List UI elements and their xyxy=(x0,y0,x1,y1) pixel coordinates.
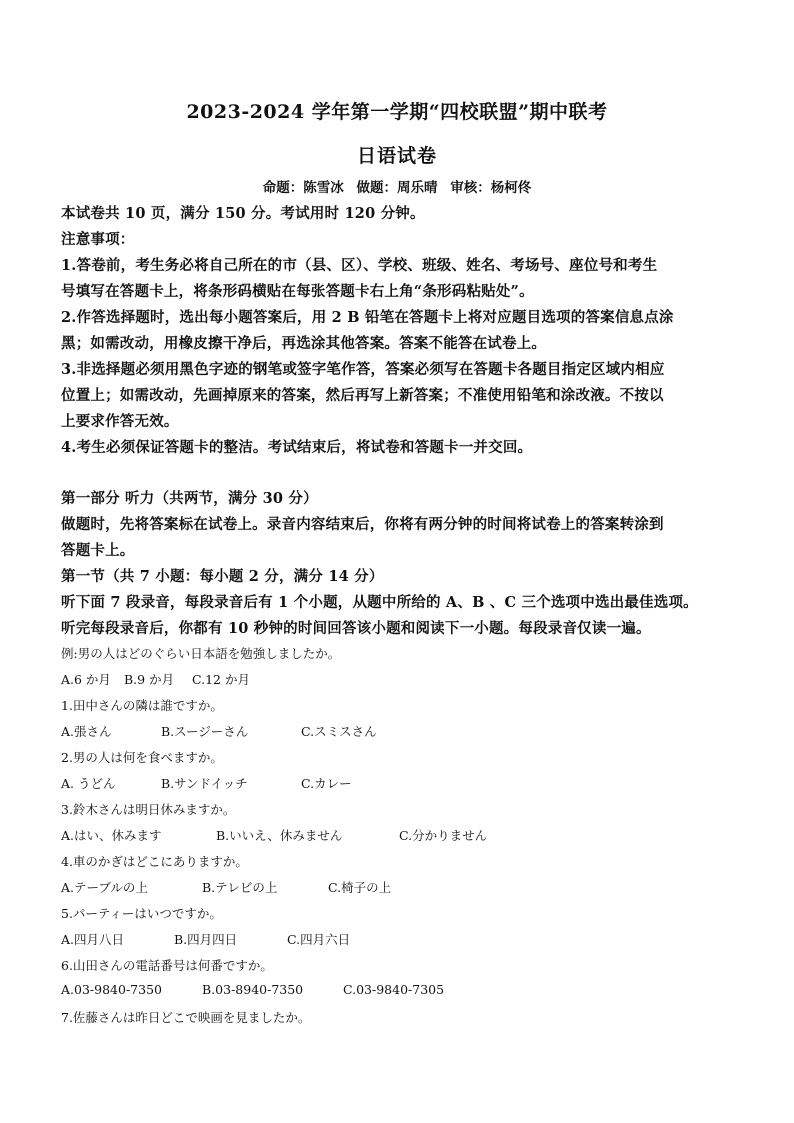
notice-line: 3.非选择题必须用黑色字迹的钢笔或签字笔作答，答案必须写在答题卡各题目指定区域内相应 xyxy=(61,361,665,378)
option-c: C.03-9840-7305 xyxy=(343,982,445,997)
notice-heading: 注意事项： xyxy=(61,231,135,248)
part1-heading: 第一部分 听力（共两节，满分 30 分） xyxy=(61,490,318,507)
section1-instruction: 听下面 7 段录音，每段录音后有 1 个小题，从题中所给的 A、B 、C 三个选项中选出最佳选项。 xyxy=(61,594,698,611)
exam-summary: 本试卷共 10 页，满分 150 分。考试用时 120 分钟。 xyxy=(61,205,425,222)
notice-line: 号填写在答题卡上，将条形码横贴在每张答题卡右上角“条形码粘贴处”。 xyxy=(61,283,534,300)
option-b: B.スージーさん xyxy=(161,724,249,739)
notice-line: 2.作答选择题时，选出每小题答案后，用 2 B 铅笔在答题卡上将对应题目选项的答案信息点涂 xyxy=(61,309,674,326)
option-a: A.張さん xyxy=(61,724,112,739)
question-1: 1.田中さんの隣は誰ですか。 xyxy=(61,698,223,713)
section1-instruction: 听完每段录音后，你都有 10 秒钟的时间回答该小题和阅读下一小题。每段录音仅读一遍。 xyxy=(61,620,651,637)
option-b: B.9 か月 xyxy=(124,672,175,687)
question-4: 4.車のかぎはどこにありますか。 xyxy=(61,854,248,869)
option-b: B.テレビの上 xyxy=(202,880,278,895)
question-2: 2.男の人は何を食べますか。 xyxy=(61,750,223,765)
notice-line: 黑；如需改动，用橡皮擦干净后，再选涂其他答案。答案不能答在试卷上。 xyxy=(61,335,547,352)
option-b: B.いいえ、休みません xyxy=(216,828,343,843)
question-3: 3.鈴木さんは明日休みますか。 xyxy=(61,802,236,817)
option-c: C.分かりません xyxy=(399,828,488,843)
notice-line: 1.答卷前，考生务必将自己所在的市（县、区）、学校、班级、姓名、考场号、座位号和考生 xyxy=(61,257,658,274)
option-c: C.椅子の上 xyxy=(328,880,392,895)
option-c: C.カレー xyxy=(301,776,352,791)
question-5: 5.パーティーはいつですか。 xyxy=(61,906,222,921)
notice-line: 位置上；如需改动，先画掉原来的答案，然后再写上新答案；不准使用铅笔和涂改液。不按以 xyxy=(61,387,664,404)
option-a: A.テーブルの上 xyxy=(61,880,148,895)
part1-instruction: 答题卡上。 xyxy=(61,542,135,559)
option-b: B.03-8940-7350 xyxy=(202,982,304,997)
option-c: C.12 か月 xyxy=(192,672,250,687)
section1-heading: 第一节（共 7 小题：每小题 2 分，满分 14 分） xyxy=(61,568,384,585)
exam-title: 2023-2024 学年第一学期“四校联盟”期中联考 xyxy=(186,101,608,123)
option-a: A.四月八日 xyxy=(61,932,125,947)
option-b: B.サンドイッチ xyxy=(161,776,248,791)
option-c: C.スミスさん xyxy=(301,724,377,739)
option-a: A.03-9840-7350 xyxy=(61,982,162,997)
authors-line: 命题：陈雪冰 做题：周乐晴 审核：杨柯佟 xyxy=(262,180,532,196)
part1-instruction: 做题时，先将答案标在试卷上。录音内容结束后，你将有两分钟的时间将试卷上的答案转涂到 xyxy=(61,516,664,533)
option-a: A.6 か月 xyxy=(61,672,111,687)
option-c: C.四月六日 xyxy=(287,932,351,947)
question-example: 例:男の人はどのぐらい日本語を勉強しましたか。 xyxy=(61,646,341,661)
question-6: 6.山田さんの電話番号は何番ですか。 xyxy=(61,958,273,973)
exam-subtitle: 日语试卷 xyxy=(356,145,437,167)
option-b: B.四月四日 xyxy=(174,932,238,947)
notice-line: 上要求作答无效。 xyxy=(61,413,179,430)
option-a: A. うどん xyxy=(61,776,116,791)
question-7: 7.佐藤さんは昨日どこで映画を見ましたか。 xyxy=(61,1010,311,1025)
option-a: A.はい、休みます xyxy=(61,828,162,843)
notice-line: 4.考生必须保证答题卡的整洁。考试结束后，将试卷和答题卡一并交回。 xyxy=(61,439,533,456)
